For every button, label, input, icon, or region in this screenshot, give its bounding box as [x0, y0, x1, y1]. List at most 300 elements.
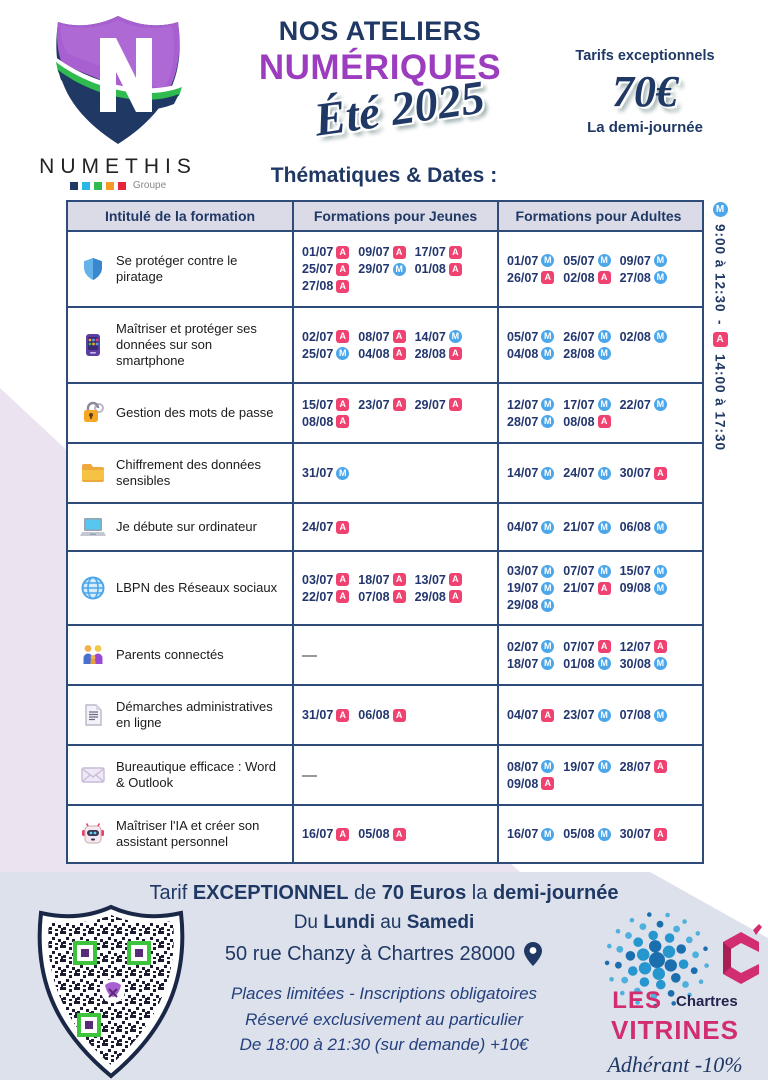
morning-badge: M	[598, 828, 611, 841]
afternoon-badge: A	[654, 828, 667, 841]
afternoon-badge: A	[598, 271, 611, 284]
morning-badge: M	[449, 330, 462, 343]
date-text: 19/07	[563, 759, 595, 774]
folder-icon	[80, 460, 106, 486]
date-token	[507, 398, 554, 412]
footer-text-segment: la	[466, 882, 493, 904]
date-token	[507, 640, 554, 654]
date-token	[563, 398, 610, 412]
price-block	[555, 48, 735, 136]
table-row	[68, 382, 702, 442]
title-line2: NUMÉRIQUES	[258, 48, 502, 87]
date-token	[358, 590, 405, 604]
date-text: 02/08	[563, 270, 595, 285]
date-text: 29/08	[507, 598, 539, 612]
date-text: 07/08	[619, 708, 651, 722]
dates-cell	[497, 308, 698, 382]
date-text: 24/07	[563, 466, 595, 480]
date-token	[563, 271, 610, 285]
date-text: 29/07	[414, 397, 446, 412]
date-token	[620, 254, 667, 268]
dates-cell	[292, 746, 497, 804]
afternoon-badge: A	[449, 246, 462, 259]
date-text: 19/07	[507, 581, 539, 595]
morning-badge: M	[713, 202, 728, 217]
date-text: 09/08	[619, 581, 651, 595]
date-text: 17/07	[414, 245, 446, 259]
date-token	[507, 657, 554, 671]
morning-badge: M	[654, 582, 667, 595]
date-token	[620, 708, 667, 722]
afternoon-badge: A	[393, 709, 406, 722]
morning-badge: M	[654, 398, 667, 411]
date-text: 04/08	[358, 346, 390, 361]
afternoon-badge: A	[393, 246, 406, 259]
morning-badge: M	[598, 330, 611, 343]
morning-badge: M	[393, 263, 406, 276]
afternoon-badge: A	[449, 347, 462, 360]
smartphone-icon	[80, 332, 106, 358]
numethis-shield-icon	[48, 12, 188, 148]
morning-time: 9:00 à 12:30	[712, 224, 728, 313]
date-token	[358, 708, 405, 722]
date-text: 30/07	[619, 466, 651, 480]
morning-badge: M	[654, 330, 667, 343]
afternoon-badge: A	[541, 709, 554, 722]
document-icon	[80, 702, 106, 728]
date-token	[302, 279, 349, 293]
morning-badge: M	[336, 467, 349, 480]
date-text: 12/07	[507, 397, 539, 412]
date-token	[415, 398, 462, 412]
morning-badge: M	[541, 582, 554, 595]
date-token	[358, 245, 405, 259]
date-text: 05/07	[507, 329, 539, 344]
date-token	[302, 245, 349, 259]
date-token	[415, 590, 462, 604]
date-token	[563, 564, 610, 578]
afternoon-badge: A	[336, 398, 349, 411]
date-token	[563, 330, 610, 344]
legend-separator: -	[712, 319, 728, 326]
afternoon-badge: A	[336, 590, 349, 603]
table-row	[68, 804, 702, 862]
dates-cell	[497, 384, 698, 442]
date-token	[620, 398, 667, 412]
date-text: 25/07	[302, 346, 334, 361]
date-token	[620, 330, 667, 344]
les-vitrines-logo	[585, 908, 765, 1078]
date-text: 08/08	[302, 414, 334, 429]
date-token	[507, 347, 554, 361]
formation-title: Maîtriser l'IA et créer son assistant personnel	[116, 817, 260, 849]
date-text: 22/07	[302, 589, 334, 604]
column-header-intitule: Intitulé de la formation	[104, 208, 256, 224]
formation-title: Chiffrement des données sensibles	[116, 456, 262, 488]
date-text: 30/07	[619, 827, 651, 841]
qr-marker	[79, 1015, 99, 1035]
date-token	[358, 347, 405, 361]
location-pin-icon	[523, 941, 543, 967]
date-text: 01/07	[302, 245, 334, 259]
main-title	[215, 16, 545, 147]
afternoon-badge: A	[393, 590, 406, 603]
address-text: 50 rue Chanzy à Chartres 28000	[224, 942, 516, 965]
column-header-jeunes: Formations pour Jeunes	[292, 202, 497, 230]
table-row	[68, 624, 702, 684]
footer-note: De 18:00 à 21:30 (sur demande) +10€	[239, 1035, 529, 1054]
date-text: 15/07	[619, 564, 651, 578]
date-token	[507, 708, 554, 722]
table-row	[68, 744, 702, 804]
footer-text-segment: Tarif	[149, 882, 193, 904]
formation-title-cell	[68, 232, 292, 306]
qr-code-shield	[35, 903, 187, 1080]
date-text: 05/08	[358, 827, 390, 841]
date-token	[302, 466, 349, 480]
afternoon-badge: A	[336, 573, 349, 586]
date-text: 15/07	[302, 397, 334, 412]
afternoon-badge: A	[598, 415, 611, 428]
price-value: 70€	[612, 67, 678, 116]
date-token	[563, 254, 610, 268]
no-dates-marker: —	[302, 766, 317, 784]
date-text: 06/08	[619, 520, 651, 534]
date-text: 22/07	[619, 397, 651, 412]
date-token	[620, 271, 667, 285]
date-text: 23/07	[358, 397, 390, 412]
date-text: 26/07	[563, 329, 595, 344]
date-text: 02/08	[619, 329, 651, 344]
afternoon-badge: A	[598, 582, 611, 595]
afternoon-badge: A	[654, 467, 667, 480]
date-token	[302, 520, 349, 534]
morning-badge: M	[541, 599, 554, 612]
date-text: 02/07	[507, 639, 539, 654]
morning-badge: M	[336, 347, 349, 360]
date-token	[507, 415, 554, 429]
formation-title: Parents connectés	[116, 646, 224, 662]
date-token	[415, 347, 462, 361]
afternoon-badge: A	[541, 777, 554, 790]
dates-cell	[497, 552, 698, 624]
date-text: 27/08	[619, 270, 651, 285]
morning-badge: M	[598, 657, 611, 670]
formation-title: LBPN des Réseaux sociaux	[116, 579, 278, 595]
date-token	[507, 330, 554, 344]
date-text: 28/07	[619, 759, 651, 774]
tarif-line	[0, 882, 768, 905]
afternoon-badge: A	[713, 332, 728, 347]
date-text: 28/07	[507, 414, 539, 429]
date-token	[620, 827, 667, 841]
formation-title-cell	[68, 626, 292, 684]
afternoon-badge: A	[654, 760, 667, 773]
afternoon-badge: A	[598, 640, 611, 653]
footer-text-segment: demi-journée	[492, 882, 619, 904]
footer-text-segment: Samedi	[406, 912, 475, 933]
date-token	[302, 398, 349, 412]
table-header-row	[68, 202, 702, 230]
section-title: Thématiques & Dates :	[270, 164, 498, 187]
date-token	[415, 330, 462, 344]
date-token	[302, 827, 349, 841]
date-text: 31/07	[302, 708, 334, 722]
date-token	[563, 640, 610, 654]
afternoon-badge: A	[336, 263, 349, 276]
dates-cell	[292, 232, 497, 306]
date-token	[302, 415, 349, 429]
date-token	[415, 573, 462, 587]
date-text: 06/08	[358, 708, 390, 722]
date-token	[563, 708, 610, 722]
footer-note: Réservé exclusivement au particulier	[245, 1009, 523, 1029]
dates-cell	[497, 626, 698, 684]
date-text: 09/07	[358, 245, 390, 259]
column-header-adultes: Formations pour Adultes	[497, 202, 698, 230]
footer-note: Places limitées - Inscriptions obligatoires	[230, 984, 538, 1003]
time-legend	[707, 202, 733, 451]
table-row	[68, 502, 702, 550]
formation-title-cell	[68, 552, 292, 624]
morning-badge: M	[598, 347, 611, 360]
formation-title-cell	[68, 746, 292, 804]
dates-cell	[497, 504, 698, 550]
date-text: 13/07	[414, 572, 446, 587]
afternoon-badge: A	[336, 828, 349, 841]
dates-cell	[292, 384, 497, 442]
date-token	[563, 657, 610, 671]
afternoon-badge: A	[449, 398, 462, 411]
date-token	[507, 254, 554, 268]
date-token	[620, 657, 667, 671]
date-token	[415, 262, 462, 276]
vitrines-les-text: LES	[612, 987, 662, 1014]
table-row	[68, 550, 702, 624]
date-token	[358, 573, 405, 587]
formation-title: Bureautique efficace : Word & Outlook	[116, 758, 276, 790]
date-text: 31/07	[302, 466, 334, 480]
formation-title: Je débute sur ordinateur	[116, 518, 257, 534]
dates-cell	[497, 746, 698, 804]
footer-text-segment: 70 Euros	[381, 882, 467, 904]
formation-title-cell	[68, 504, 292, 550]
dates-cell	[292, 806, 497, 862]
date-text: 07/07	[563, 564, 595, 578]
logo-brand-text: NUMETHIS	[39, 155, 197, 178]
afternoon-badge: A	[336, 280, 349, 293]
afternoon-badge: A	[393, 573, 406, 586]
formation-title: Gestion des mots de passe	[116, 404, 274, 420]
qr-center-logo	[101, 979, 125, 1003]
dates-cell	[497, 232, 698, 306]
date-text: 05/07	[563, 253, 595, 268]
date-text: 14/07	[414, 329, 446, 344]
date-text: 09/07	[619, 253, 651, 268]
morning-badge: M	[598, 254, 611, 267]
date-token	[563, 415, 610, 429]
date-token	[507, 777, 554, 791]
table-row	[68, 306, 702, 382]
footer-text-segment: au	[374, 912, 407, 933]
date-text: 09/08	[507, 776, 539, 791]
title-script: Été 2025	[311, 71, 489, 147]
dates-cell	[292, 686, 497, 744]
formation-title: Démarches administratives en ligne	[116, 698, 273, 730]
date-text: 04/07	[507, 520, 539, 534]
afternoon-badge: A	[336, 521, 349, 534]
date-token	[302, 590, 349, 604]
date-token	[563, 466, 610, 480]
dates-cell	[292, 504, 497, 550]
date-text: 08/07	[358, 329, 390, 344]
dates-cell	[292, 308, 497, 382]
date-text: 17/07	[563, 397, 595, 412]
dates-cell	[292, 626, 497, 684]
date-token	[302, 347, 349, 361]
table-row	[68, 684, 702, 744]
price-subtitle: La demi-journée	[587, 119, 703, 136]
date-token	[620, 466, 667, 480]
date-token	[563, 347, 610, 361]
morning-badge: M	[654, 254, 667, 267]
morning-badge: M	[654, 565, 667, 578]
morning-badge: M	[598, 709, 611, 722]
date-text: 26/07	[507, 270, 539, 285]
title-line1: NOS ATELIERS	[278, 16, 482, 46]
afternoon-badge: A	[393, 398, 406, 411]
date-token	[620, 760, 667, 774]
afternoon-badge: A	[449, 573, 462, 586]
date-token	[507, 760, 554, 774]
dates-cell	[497, 686, 698, 744]
morning-badge: M	[598, 521, 611, 534]
family-icon	[80, 642, 106, 668]
date-token	[358, 827, 405, 841]
afternoon-badge: A	[541, 271, 554, 284]
morning-badge: M	[541, 415, 554, 428]
qr-code-icon	[35, 903, 187, 1080]
footer-text-segment: EXCEPTIONNEL	[192, 882, 349, 904]
date-token	[620, 520, 667, 534]
robot-icon	[80, 821, 106, 847]
date-text: 28/08	[414, 346, 446, 361]
date-text: 08/07	[507, 759, 539, 774]
vitrines-text: VITRINES	[611, 1015, 739, 1045]
morning-badge: M	[598, 565, 611, 578]
date-text: 08/08	[563, 414, 595, 429]
formation-title: Maîtriser et protéger ses données sur son smartphone	[116, 320, 257, 369]
date-token	[302, 330, 349, 344]
date-token	[507, 466, 554, 480]
date-text: 21/07	[563, 520, 595, 534]
formation-title-cell	[68, 806, 292, 862]
afternoon-badge: A	[393, 828, 406, 841]
morning-badge: M	[541, 467, 554, 480]
morning-badge: M	[541, 254, 554, 267]
afternoon-badge: A	[336, 246, 349, 259]
date-token	[620, 640, 667, 654]
morning-badge: M	[541, 347, 554, 360]
date-token	[563, 520, 610, 534]
morning-badge: M	[541, 521, 554, 534]
date-token	[358, 262, 405, 276]
afternoon-badge: A	[393, 347, 406, 360]
morning-badge: M	[541, 828, 554, 841]
date-text: 16/07	[302, 827, 334, 841]
formation-title: Se protéger contre le piratage	[116, 252, 238, 284]
footer-text-segment: Lundi	[323, 912, 375, 933]
date-token	[302, 573, 349, 587]
date-text: 25/07	[302, 262, 334, 276]
date-token	[302, 708, 349, 722]
table-row	[68, 230, 702, 306]
qr-marker	[129, 943, 149, 963]
date-text: 07/08	[358, 589, 390, 604]
morning-badge: M	[654, 657, 667, 670]
workshops-table	[66, 200, 704, 864]
morning-badge: M	[541, 640, 554, 653]
dates-cell	[292, 552, 497, 624]
morning-badge: M	[654, 521, 667, 534]
dates-cell	[497, 806, 698, 862]
date-text: 14/07	[507, 466, 539, 480]
date-token	[507, 271, 554, 285]
dates-cell	[497, 444, 698, 502]
date-text: 16/07	[507, 827, 539, 841]
morning-badge: M	[541, 760, 554, 773]
envelope-icon	[80, 762, 106, 788]
date-text: 03/07	[507, 564, 539, 578]
morning-badge: M	[654, 271, 667, 284]
date-token	[563, 760, 610, 774]
date-text: 18/07	[358, 572, 390, 587]
date-text: 29/08	[414, 589, 446, 604]
morning-badge: M	[541, 398, 554, 411]
footer-text-segment: de	[348, 882, 382, 904]
shield-icon	[80, 256, 106, 282]
date-token	[507, 520, 554, 534]
date-text: 03/07	[302, 572, 334, 587]
date-text: 24/07	[302, 520, 334, 534]
footer-text-segment: Du	[293, 912, 324, 933]
date-text: 04/07	[507, 708, 539, 722]
date-token	[507, 564, 554, 578]
date-text: 29/07	[358, 262, 390, 276]
date-token	[415, 245, 462, 259]
afternoon-badge: A	[336, 330, 349, 343]
date-token	[563, 581, 610, 595]
morning-badge: M	[598, 760, 611, 773]
date-text: 28/08	[563, 346, 595, 361]
vitrines-chartres-text: Chartres	[675, 992, 738, 1010]
formation-title-cell	[68, 444, 292, 502]
afternoon-badge: A	[654, 640, 667, 653]
date-token	[620, 564, 667, 578]
afternoon-badge: A	[336, 709, 349, 722]
date-token	[358, 398, 405, 412]
afternoon-badge: A	[449, 590, 462, 603]
formation-title-cell	[68, 686, 292, 744]
afternoon-time: 14:00 à 17:30	[712, 354, 728, 452]
date-text: 23/07	[563, 708, 595, 722]
no-dates-marker: —	[302, 646, 317, 664]
date-text: 04/08	[507, 346, 539, 361]
morning-badge: M	[654, 709, 667, 722]
date-token	[620, 581, 667, 595]
morning-badge: M	[598, 467, 611, 480]
date-text: 01/07	[507, 253, 539, 268]
